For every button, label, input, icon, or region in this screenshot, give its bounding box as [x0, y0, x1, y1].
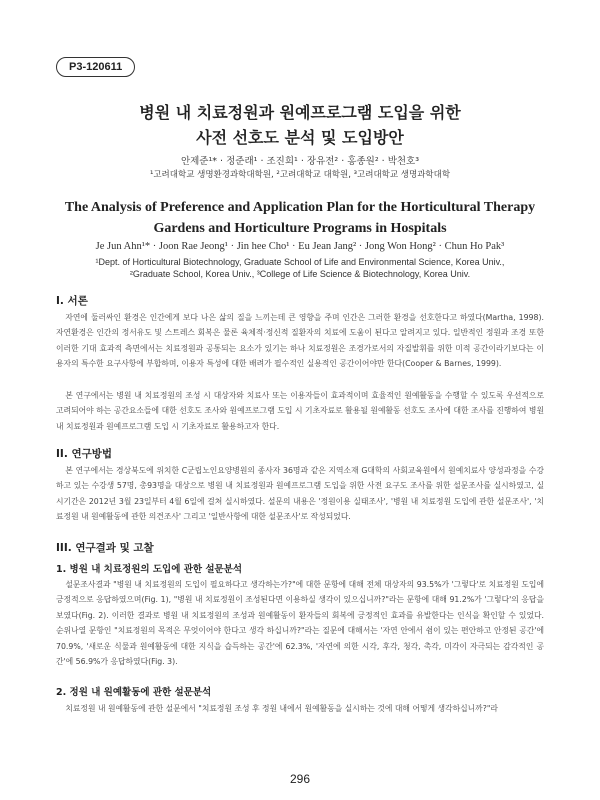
english-title-line-1: The Analysis of Preference and Application Plan for the Horticultural Therapy — [64, 200, 536, 215]
english-affiliation-line-2: ²Graduate School, Korea Univ., ³College of Life Science & Biotechnology, Korea Univ. — [129, 269, 471, 279]
page-number: 296 — [289, 772, 311, 786]
abstract-id-badge: P3-120611 — [56, 57, 135, 77]
korean-title-line-1: 병원 내 치료정원과 원예프로그램 도입을 위한 — [139, 103, 461, 122]
section-heading-methods: II. 연구방법 — [56, 448, 113, 460]
korean-title-line-2: 사전 선호도 분석 및 도입방안 — [196, 128, 404, 147]
korean-title — [0, 100, 600, 150]
results-subheading-2: 2. 정원 내 원예활동에 관한 설문분석 — [56, 687, 212, 698]
intro-paragraph-2: 본 연구에서는 병원 내 치료정원의 조성 시 대상자와 치료사 또는 이용자들이 효과적이며 효율적인 원예활동을 수행할 수 있도록 우선적으로 고려되어야 하는 공간요소들에 대한 선호도 조사와 원예프로그램 도입 시 기초자료로 활용될 원예활동 선호도 조사에 대한 조사를 진행하여 병원 내 치료정원과 원예프로그램 도입 시 기초자료로 활용하고자 한다. — [56, 391, 544, 431]
methods-paragraph: 본 연구에서는 경상북도에 위치한 C군립노인요양병원의 종사자 36명과 같은 지역소재 G대학의 사회교육원에서 원예치료사 양성과정을 수강하고 있는 수강생 57명, 총93명을 대상으로 병원 내 치료정원과 원예프로그램 도입을 위한 사전 요구도 조사를 위한 설문조사를 실시하였고, 실시기간은 2012년 3월 23일부터 4월 6일에 걸쳐 실시하였다. 설문의 내용은 '정원이용 실태조사', '병원 내 치료정원 도입에 관한 설문조사', '치료정원 내 원예활동에 관한 의견조사' 그리고 '일반사항에 대한 설문조사'로 작성되었다. — [56, 466, 544, 522]
english-title — [0, 197, 600, 239]
results-subheading-1: 1. 병원 내 치료정원의 도입에 관한 설문분석 — [56, 564, 243, 575]
results-paragraph-1: 설문조사결과 "병원 내 치료정원의 도입이 필요하다고 생각하는가?"에 대한 문항에 대해 전체 대상자의 93.5%가 '그렇다'로 치료정원 도입에 긍정적으로 응답하였으며(Fig. 1), "병원 내 치료정원이 조성된다면 이용하실 생각이 있으십니까?"라는 문항에 대해 91.2%가 '그렇다'의 응답을 보였다(Fig. 2). 이러한 결과로 병원 내 치료정원의 조성과 원예활동이 환자들의 회복에 긍정적인 효과를 유발한다는 인식을 확인할 수 있었다. 순위나열 문항인 "치료정원의 목적은 무엇이어야 한다고 생각 하십니까?"라는 질문에 대해서는 '자연 안에서 쉼이 있는 편안하고 안정된 공간'에 70.9%, '새로운 식물과 원예활동에 대한 지식을 습득하는 공간'에 62.3%, '자연에 의한 시각, 후각, 청각, 촉각, 미각이 자극되는 감각적인 공간'에 56.9%가 응답하였다(Fig. 3). — [56, 580, 544, 667]
english-authors: Je Jun Ahn¹* · Joon Rae Jeong¹ · Jin hee Cho¹ · Eu Jean Jang² · Jong Won Hong² · Chun Ho Pak³ — [95, 241, 505, 252]
korean-authors: 안제준¹* · 정준래¹ · 조진희¹ · 장유전² · 홍종원² · 박천호³ — [180, 156, 420, 167]
section-heading-introduction: I. 서론 — [56, 295, 88, 307]
section-heading-results: III. 연구결과 및 고찰 — [56, 542, 154, 554]
intro-paragraph-1: 자연에 둘러싸인 환경은 인간에게 보다 나은 삶의 질을 느끼는데 큰 영향을 주며 인간은 그러한 환경을 선호한다고 하였다(Martha, 1998). 자연환경은 인간의 정서유도 및 스트레스 회복은 물론 육체적·정신적 질환자의 치료에 도움이 된다고 알려지고 있다. 일반적인 정원과 조경 또한 이러한 기대 효과적 측면에서는 치료정원과 공통되는 요소가 있기는 하나 치료정원은 조경가로서의 자질발휘를 위한 미적 공간이라기보다는 이용자의 특수한 요구사항에 부합하며, 이용자 특성에 대한 배려가 필수적인 실용적인 공간이어야만 한다(Cooper & Barnes, 1999). — [56, 313, 544, 369]
english-affiliation-line-1: ¹Dept. of Horticultural Biotechnology, Graduate School of Life and Environmental Science, Korea Univ., — [95, 257, 505, 267]
korean-affiliations: ¹고려대학교 생명환경과학대학원, ²고려대학교 대학원, ³고려대학교 생명과학대학 — [149, 170, 451, 180]
english-affiliations — [60, 256, 540, 280]
results-paragraph-2: 치료정원 내 원예활동에 관한 설문에서 "치료정원 조성 후 정원 내에서 원예활동을 실시하는 것에 대해 어떻게 생각하십니까?"라 — [65, 704, 498, 713]
english-title-line-2: Gardens and Horticulture Programs in Hospitals — [153, 221, 447, 236]
